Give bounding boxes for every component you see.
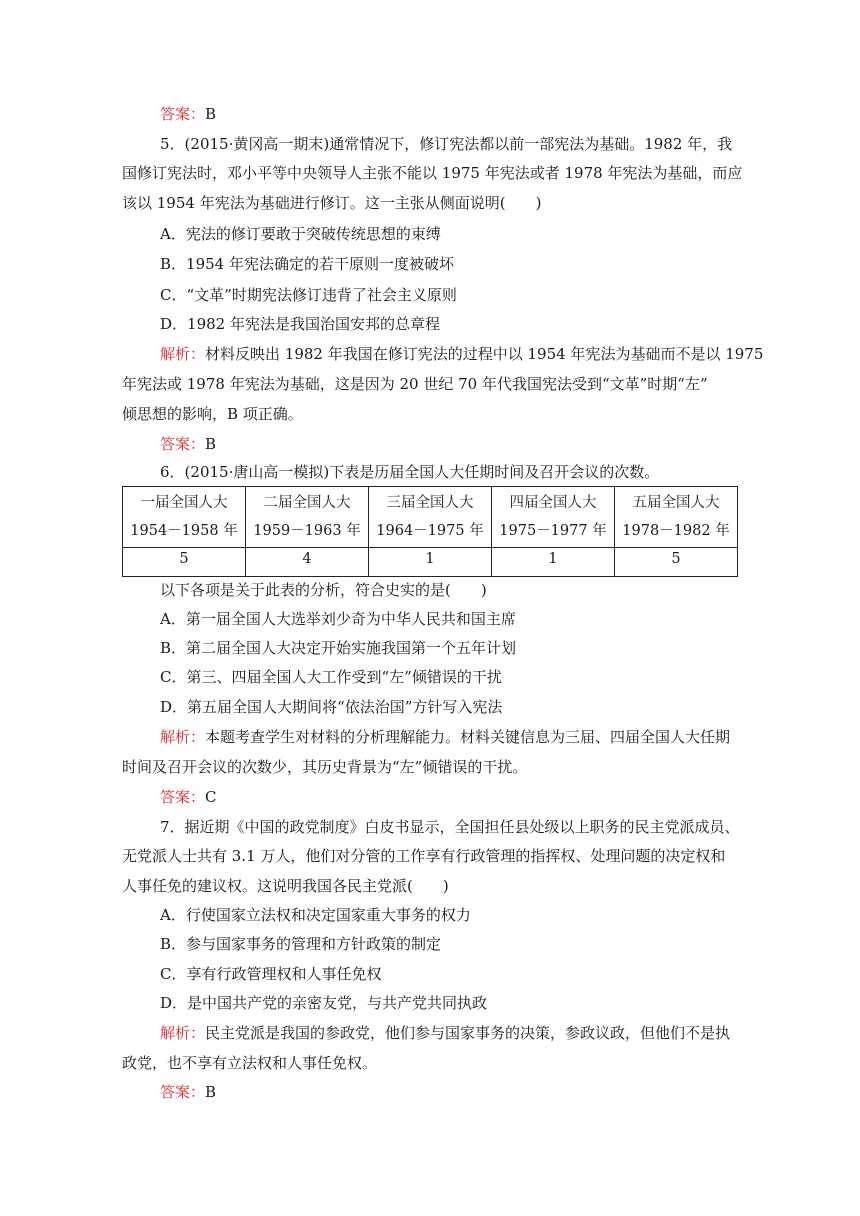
q7-option-c: C．享有行政管理权和人事任免权 [160, 965, 382, 983]
analysis-label: 解析： [160, 345, 206, 363]
q7-analysis [160, 1023, 730, 1043]
session-period: 1954－1958 年 [130, 523, 238, 539]
q5-stem-line-3: 该以 1954 年宪法为基础进行修订。这一主张从侧面说明( ) [122, 194, 542, 212]
session-period: 1978－1982 年 [622, 523, 730, 539]
q6-analysis [160, 727, 730, 747]
q7-analysis-line-2: 政党，也不享有立法权和人事任免权。 [122, 1054, 378, 1072]
q7-stem-line-2: 无党派人士共有 3.1 万人，他们对分管的工作享有行政管理的指挥权、处理问题的决定权和 [122, 847, 726, 865]
meeting-count-cell: 4 [246, 548, 369, 577]
q5-analysis-line-2: 年宪法或 1978 年宪法为基础，这是因为 20 世纪 70 年代我国宪法受到“文革”时期“左” [122, 375, 708, 393]
table-header-cell [492, 487, 615, 548]
session-name: 二届全国人大 [263, 495, 351, 511]
q5-option-d: D．1982 年宪法是我国治国安邦的总章程 [160, 315, 440, 333]
q7-option-b: B．参与国家事务的管理和方针政策的制定 [160, 935, 442, 953]
table-header-cell [246, 487, 369, 548]
q6-option-d: D．第五届全国人大期间将“依法治国”方针写入宪法 [160, 698, 503, 716]
q7-stem-line-1: 7．据近期《中国的政党制度》白皮书显示，全国担任县处级以上职务的民主党派成员、 [160, 818, 740, 836]
analysis-label: 解析： [160, 1024, 206, 1042]
analysis-text: 本题考查学生对材料的分析理解能力。材料关键信息为三届、四届全国人大任期 [205, 728, 731, 746]
table-row [123, 548, 738, 577]
q5-analysis [160, 344, 763, 364]
q7-option-a: A．行使国家立法权和决定国家重大事务的权力 [160, 906, 471, 924]
npc-sessions-table [122, 486, 738, 577]
analysis-label: 解析： [160, 728, 206, 746]
q5-analysis-line-3: 倾思想的影响，B 项正确。 [122, 405, 303, 423]
session-name: 一届全国人大 [140, 495, 228, 511]
q7-stem-line-3: 人事任免的建议权。这说明我国各民主党派( ) [122, 877, 449, 895]
answer-value: B [205, 435, 217, 453]
analysis-text: 民主党派是我国的参政党，他们参与国家事务的决策，参政议政，但他们不是执 [205, 1024, 731, 1042]
q5-stem-line-2: 国修订宪法时，邓小平等中央领导人主张不能以 1975 年宪法或者 1978 年宪法为基础，而应 [122, 164, 743, 182]
answer-value: C [205, 788, 217, 806]
q6-option-c: C．第三、四届全国人大工作受到“左”倾错误的干扰 [160, 668, 502, 686]
q5-option-a: A．宪法的修订要敢于突破传统思想的束缚 [160, 225, 441, 243]
q6-analysis-line-2: 时间及召开会议的次数少，其历史背景为“左”倾错误的干扰。 [122, 758, 528, 776]
session-period: 1959－1963 年 [253, 523, 361, 539]
meeting-count-cell: 1 [492, 548, 615, 577]
answer-value: B [205, 1083, 217, 1101]
q7-answer [160, 1082, 216, 1102]
answer-value: B [205, 105, 217, 123]
q6-answer [160, 787, 217, 807]
q6-option-a: A．第一届全国人大选举刘少奇为中华人民共和国主席 [160, 610, 516, 628]
q6-question: 以下各项是关于此表的分析，符合史实的是( ) [160, 581, 487, 599]
meeting-count-cell: 1 [369, 548, 492, 577]
q6-option-b: B．第二届全国人大决定开始实施我国第一个五年计划 [160, 639, 517, 657]
q4-answer [160, 104, 216, 124]
q5-answer [160, 434, 216, 454]
table-row [123, 487, 738, 548]
session-period: 1964－1975 年 [376, 523, 484, 539]
meeting-count-cell: 5 [615, 548, 738, 577]
table-header-cell [123, 487, 246, 548]
table-header-cell [369, 487, 492, 548]
session-name: 四届全国人大 [509, 495, 597, 511]
answer-label: 答案： [160, 788, 206, 806]
session-period: 1975－1977 年 [499, 523, 607, 539]
analysis-text: 材料反映出 1982 年我国在修订宪法的过程中以 1954 年宪法为基础而不是以 1975 [205, 345, 764, 363]
answer-label: 答案： [160, 1083, 206, 1101]
table-header-cell [615, 487, 738, 548]
answer-label: 答案： [160, 435, 206, 453]
session-name: 三届全国人大 [386, 495, 474, 511]
q7-option-d: D．是中国共产党的亲密友党，与共产党共同执政 [160, 994, 488, 1012]
meeting-count-cell: 5 [123, 548, 246, 577]
q5-option-c: C．“文革”时期宪法修订违背了社会主义原则 [160, 286, 457, 304]
session-name: 五届全国人大 [632, 495, 720, 511]
q5-option-b: B．1954 年宪法确定的若干原则一度被破坏 [160, 255, 454, 273]
answer-label: 答案： [160, 105, 206, 123]
q6-stem: 6．(2015·唐山高一模拟)下表是历届全国人大任期时间及召开会议的次数。 [160, 463, 660, 481]
q5-stem-line-1: 5．(2015·黄冈高一期末)通常情况下，修订宪法都以前一部宪法为基础。1982 年，我 [160, 135, 733, 153]
